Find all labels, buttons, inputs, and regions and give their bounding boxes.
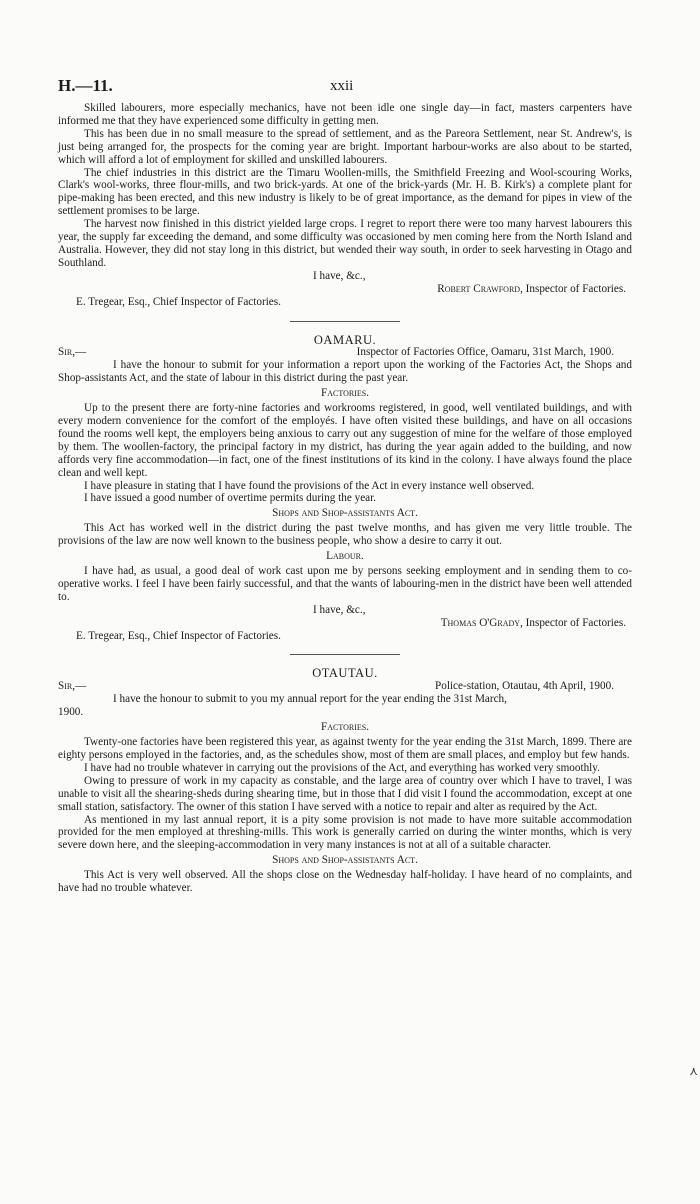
section-divider (290, 321, 400, 322)
paragraph: Skilled labourers, more especially mechanics, have not been idle one single day—in fact, masters carpenters have informed me that they have experienced some difficulty in getting men. (58, 102, 632, 127)
paragraph: The chief industries in this district are the Timaru Woollen-mills, the Smithfield Freezing and Wool-scouring Works, Clark's wool-works, three flour-mills, and two brick-yards. At one of the brick-yards (Mr. H. B. Kirk's) a complete plant for pipe-making has been erected, and this new industry is likely to be of great importance, as the demand for pipes in view of the settlement promises to be large. (58, 166, 632, 218)
signer-title: , Inspector of Factories. (520, 282, 626, 295)
paragraph: The harvest now finished in this district yielded large crops. I regret to report there were too many harvest labourers this year, the supply far exceeding the demand, and some difficulty was occasioned by men coming here from the North Island and Australia. However, they did not stay long in this district, but wended their way south, in order to seek harvesting in Otago and Southland. (58, 218, 632, 269)
page-header (58, 76, 632, 102)
paragraph: This Act has worked well in the district during the past twelve months, and has given me very little trouble. The provisions of the law are now well known to the business people, who show a desire to carry it out. (58, 522, 632, 548)
paragraph: As mentioned in my last annual report, it is a pity some provision is not made to have more suitable accommodation provided for the men employed at threshing-mills. This work is generally carried on during the winter months, which is very severe down here, and the sleeping-accommodation in very many instances is not at all of a suitable character. (58, 813, 632, 852)
paragraph: I have had, as usual, a good deal of work cast upon me by persons seeking employment and in sending them to co-operative works. I feel I have been fairly successful, and that the wants of labouring-men in the district have been well attended to. (58, 565, 632, 603)
signature-line (58, 617, 632, 630)
paragraph: I have had no trouble whatever in carrying out the provisions of the Act, and everything has worked very smoothly. (84, 761, 600, 774)
report-page (58, 76, 632, 895)
closing-phrase: I have, &c., (313, 269, 366, 282)
paragraph: This Act is very well observed. All the shops close on the Wednesday half-holiday. I have heard of no complaints, and have had no trouble whatever. (58, 869, 632, 895)
paragraph: Twenty-one factories have been registered this year, as against twenty for the year ending the 31st March, 1899. There are eighty persons employed in the factories, and, as the schedules show, most of them are small places, and employ but few hands. (58, 736, 632, 761)
section-title-oamaru: OAMARU. (313, 332, 377, 347)
subheading-shops: Shops and Shop-assistants Act. (272, 507, 418, 520)
paragraph: Owing to pressure of work in my capacity as constable, and the large area of country over which I have to travel, I was unable to visit all the shearing-sheds during shearing time, but in those that I did visit I found the accommodation, except at one small station, satisfactory. The owner of this station I have served with a notice to repair and alter as required by the Act. (58, 774, 632, 813)
opening-paragraph: I have the honour to submit for your information a report upon the working of the Factories Act, the Shops and Shop-assistants Act, and the state of labour in this district during the past year. (58, 359, 632, 385)
closing-phrase: I have, &c., (313, 603, 366, 616)
sender-address: Inspector of Factories Office, Oamaru, 31st March, 1900. (356, 346, 614, 359)
paragraph: I have pleasure in stating that I have found the provisions of the Act in every instance well observed. (84, 479, 535, 492)
addressee: E. Tregear, Esq., Chief Inspector of Factories. (76, 629, 281, 642)
paragraph: This has been due in no small measure to the spread of settlement, and as the Pareora Settlement, near St. Andrew's, is just being arranged for, the prospects for the coming year are bright. Important harbour-works are also about to be started, which will afford a lot of employment for skilled and unskilled labourers. (58, 127, 632, 166)
opening-paragraph: I have the honour to submit to you my annual report for the year ending the 31st March, (113, 693, 507, 706)
page-number: xxii (330, 78, 354, 94)
section-title-otautau: OTAUTAU. (312, 666, 378, 681)
signer-name: Robert Crawford (437, 282, 521, 295)
signer-name: Thomas O'Grady (440, 616, 521, 629)
subheading-factories: Factories. (321, 387, 369, 400)
report-body (58, 102, 632, 895)
subheading-labour: Labour. (326, 550, 364, 563)
document-reference: H.—11. (58, 76, 113, 95)
sender-address: Police-station, Otautau, 4th April, 1900. (435, 680, 614, 693)
salutation-line (58, 680, 632, 693)
opening-paragraph-end: 1900. (58, 706, 84, 719)
salutation: Sir,— (58, 346, 87, 359)
salutation-line (58, 346, 632, 359)
margin-mark-icon: ⋏ (689, 1064, 698, 1078)
salutation: Sir,— (58, 680, 87, 693)
addressee: E. Tregear, Esq., Chief Inspector of Factories. (76, 295, 281, 308)
signer-title: , Inspector of Factories. (520, 616, 626, 629)
subheading-shops: Shops and Shop-assistants Act. (272, 854, 418, 867)
signature-line (58, 283, 632, 296)
subheading-factories: Factories. (321, 721, 369, 734)
paragraph: Up to the present there are forty-nine factories and workrooms registered, in good, well ventilated buildings, and with every modern convenience for the comfort of the employés. I have often visited these buildings, and have on all occasions found the rooms well kept, the employers being anxious to carry out any suggestion of mine for the welfare of those employed by them. The woollen-factory, the principal factory in my district, has during the year again added to the building, and now affords very fine accommodation—in fact, one of the finest institutions of its kind in the colony. I have always found the place clean and well kept. (58, 402, 632, 479)
paragraph: I have issued a good number of overtime permits during the year. (84, 492, 377, 505)
section-divider (290, 654, 400, 655)
